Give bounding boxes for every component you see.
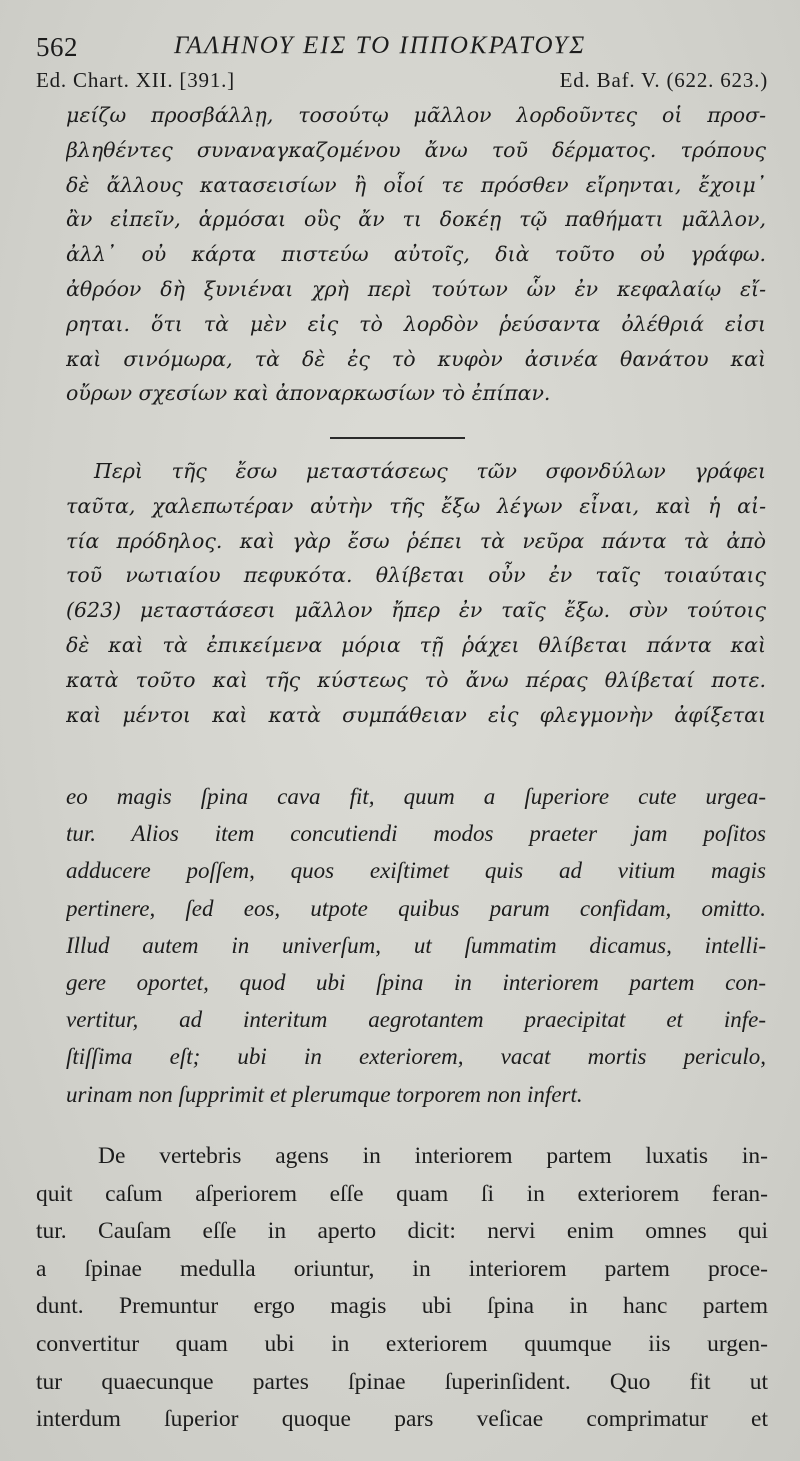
text-line: οὔρων σχεσίων καὶ ἀποναρκωσίων τὸ ἐπίπαν. xyxy=(66,381,551,406)
edition-reference-line xyxy=(36,68,768,98)
text-line: eo magis ſpina cava fit, quum a ſuperiore cute urgea- xyxy=(66,784,766,809)
text-line: ἂν εἰπεῖν, ἁρμόσαι οὓς ἄν τι δοκέῃ τῷ παθήματι μᾶλλον, xyxy=(66,207,766,232)
text-line: De vertebris agens in interiorem partem luxatis in- xyxy=(98,1143,768,1169)
text-line: urinam non ſupprimit et plerumque torporem non infert. xyxy=(66,1081,583,1107)
text-line: tur quaecunque partes ſpinae ſuperinſident. Quo fit ut xyxy=(36,1368,768,1395)
text-line: pertinere, ſed eos, utpote quibus parum confidam, omitto. xyxy=(66,895,766,921)
text-line: dunt. Premuntur ergo magis ubi ſpina in hanc partem xyxy=(36,1293,768,1320)
text-line: καὶ μέντοι καὶ κατὰ συμπάθειαν εἰς φλεγμονὴν ἀφίξεται xyxy=(66,702,766,727)
text-line: ſtiſſima eſt; ubi in exteriorem, vacat mortis periculo, xyxy=(66,1044,766,1070)
latin-commentary-paragraph xyxy=(36,1138,768,1439)
greek-text-paragraph-2 xyxy=(66,454,766,732)
text-line: adducere poſſem, quos exiſtimet quis ad vitium magis xyxy=(66,858,766,884)
text-line: Περὶ τῆς ἔσω μεταστάσεως τῶν σφονδύλων γράφει xyxy=(94,459,766,483)
edition-reference-basel: Ed. Baf. V. (622. 623.) xyxy=(559,68,768,92)
text-line: convertitur quam ubi in exteriorem quumque iis urgen- xyxy=(36,1330,768,1357)
text-line: interdum ſuperior quoque pars veſicae comprimatur et xyxy=(36,1406,768,1433)
text-line: quit caſum aſperiorem eſſe quam ſi in exteriorem feran- xyxy=(36,1180,768,1207)
text-line: gere oportet, quod ubi ſpina in interiorem partem con- xyxy=(66,970,766,996)
text-line: ταῦτα, χαλεπωτέραν αὐτὴν τῆς ἔξω λέγων εἶναι, καὶ ἡ αἰ- xyxy=(66,493,766,518)
text-line: κατὰ τοῦτο καὶ τῆς κύστεως τὸ ἄνω πέρας θλίβεταί ποτε. xyxy=(66,667,766,692)
text-line: ἀθρόον δὴ ξυνιέναι χρὴ περὶ τούτων ὧν ἐν κεφαλαίῳ εἴ- xyxy=(66,276,766,301)
text-line: δὲ ἄλλους κατασεισίων ἢ οἷοί τε πρόσθεν εἴρηνται, ἔχοιμ᾽ xyxy=(66,172,766,197)
greek-text-paragraph-1 xyxy=(66,98,766,411)
text-line: Illud autem in univerſum, ut ſummatim dicamus, intelli- xyxy=(66,932,766,958)
text-line: δὲ καὶ τὰ ἐπικείμενα μόρια τῇ ῥάχει θλίβεται πάντα καὶ xyxy=(66,632,766,657)
text-line: καὶ σινόμωρα, τὰ δὲ ἐς τὸ κυφὸν ἀσινέα θανάτου καὶ xyxy=(66,346,766,371)
text-line: ρηται. ὅτι τὰ μὲν εἰς τὸ λορδὸν ῥεύσαντα ὀλέθριά εἰσι xyxy=(66,311,766,336)
text-line: vertitur, ad interitum aegrotantem praecipitat et infe- xyxy=(66,1007,766,1033)
page-number: 562 xyxy=(36,32,78,62)
edition-reference-chartier: Ed. Chart. XII. [391.] xyxy=(36,68,235,92)
text-line: μείζω προσβάλλῃ, τοσούτῳ μᾶλλον λορδοῦντες οἱ προσ- xyxy=(66,103,766,127)
text-line: tur. Cauſam eſſe in aperto dicit: nervi enim omnes qui xyxy=(36,1218,768,1245)
text-line: tur. Alios item concutiendi modos praeter jam poſitos xyxy=(66,821,766,847)
text-line: τοῦ νωτιαίου πεφυκότα. θλίβεται οὖν ἐν ταῖς τοιαύταις xyxy=(66,563,766,588)
running-title: ΓΑΛΗΝΟΥ ΕΙΣ ΤΟ ΙΠΠΟΚΡΑΤΟΥΣ xyxy=(174,32,587,59)
latin-translation-paragraph xyxy=(66,778,766,1113)
text-line: τία πρόδηλος. καὶ γὰρ ἔσω ῥέπει τὰ νεῦρα πάντα τὰ ἀπὸ xyxy=(66,528,766,553)
text-line: (623) μεταστάσεσι μᾶλλον ἤπερ ἐν ταῖς ἔξω. σὺν τούτοις xyxy=(66,598,766,623)
section-divider-rule xyxy=(330,437,465,439)
text-line: βληθέντες συναναγκαζομένου ἄνω τοῦ δέρματος. τρόπους xyxy=(66,137,766,162)
page-header xyxy=(36,28,770,68)
text-line: a ſpinae medulla oriuntur, in interiorem partem proce- xyxy=(36,1255,768,1282)
text-line: ἀλλ᾽ οὐ κάρτα πιστεύω αὐτοῖς, διὰ τοῦτο οὐ γράφω. xyxy=(66,242,766,267)
